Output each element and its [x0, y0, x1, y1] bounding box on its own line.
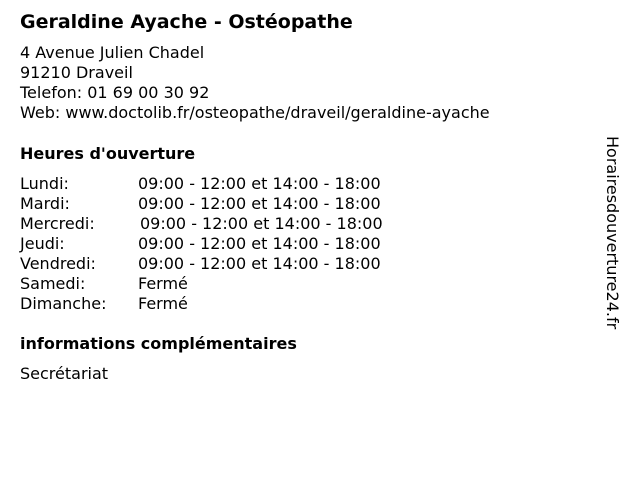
- hours-day: Lundi:: [20, 174, 69, 193]
- hours-time: 09:00 - 12:00 et 14:00 - 18:00: [138, 234, 381, 253]
- hours-time: 09:00 - 12:00 et 14:00 - 18:00: [138, 254, 381, 273]
- hours-time: 09:00 - 12:00 et 14:00 - 18:00: [140, 214, 383, 233]
- hours-heading: Heures d'ouverture: [20, 144, 196, 163]
- address-phone: Telefon: 01 69 00 30 92: [20, 83, 210, 102]
- page-title: Geraldine Ayache - Ostéopathe: [20, 11, 353, 33]
- info-text: Secrétariat: [20, 364, 109, 383]
- hours-time: 09:00 - 12:00 et 14:00 - 18:00: [138, 194, 381, 213]
- hours-time: Fermé: [138, 274, 188, 293]
- address-block: [20, 43, 490, 123]
- info-heading: informations complémentaires: [20, 334, 297, 353]
- hours-day: Mardi:: [20, 194, 70, 213]
- address-street: 4 Avenue Julien Chadel: [20, 43, 205, 62]
- hours-time: Fermé: [138, 294, 188, 313]
- hours-day: Mercredi:: [20, 214, 95, 233]
- address-web: Web: www.doctolib.fr/osteopathe/draveil/geraldine-ayache: [20, 103, 490, 122]
- hours-day: Vendredi:: [20, 254, 96, 273]
- hours-time: 09:00 - 12:00 et 14:00 - 18:00: [138, 174, 381, 193]
- site-watermark: Horairesdouverture24.fr: [603, 136, 622, 330]
- hours-day: Jeudi:: [20, 234, 65, 253]
- address-city: 91210 Draveil: [20, 63, 133, 82]
- hours-day: Dimanche:: [20, 294, 107, 313]
- hours-day: Samedi:: [20, 274, 86, 293]
